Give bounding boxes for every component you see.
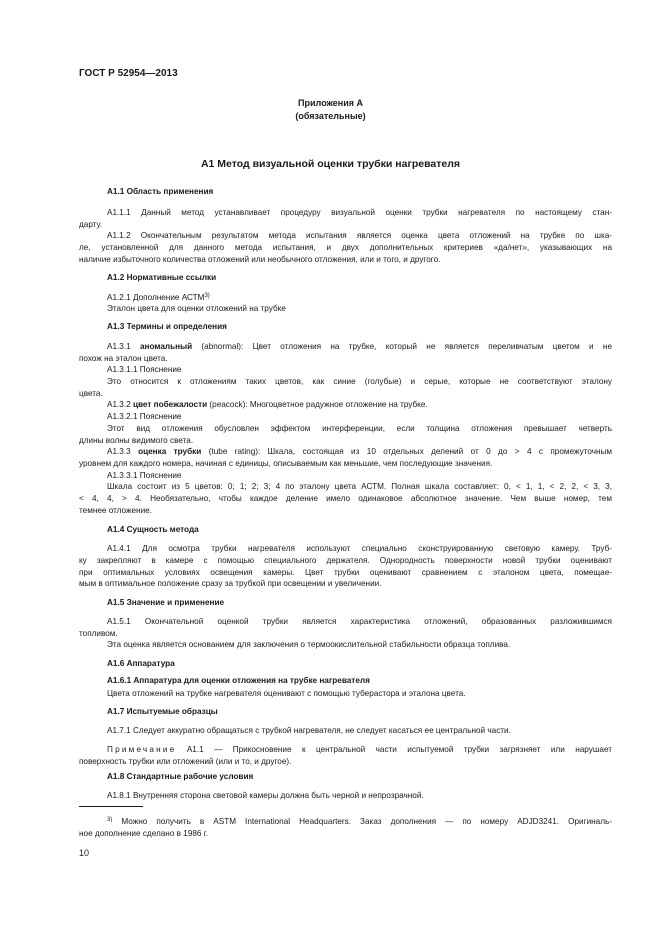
line-text: А1.5.1 Окончательной оценкой трубки является характеристика отложений, образованных разложившимся [107, 617, 612, 626]
line-text: А1.4.1 Для осмотра трубки нагревателя используют специально сконструированную световую камеру. Труб- [107, 544, 612, 553]
line-text: А1.3.1 [107, 342, 140, 351]
term: цвет побежалости [132, 400, 208, 409]
footnote-marker: 3) [107, 817, 113, 823]
footnote-ref: 3) [204, 293, 210, 299]
text-line [79, 567, 612, 579]
text-line [79, 411, 612, 423]
line-text: А1.8 Стандартные рабочие условия [107, 772, 254, 781]
line-text: наличие избыточного количества отложений или необычного отложения, или и того, и другого. [79, 255, 441, 264]
line-text: А1.5 Значение и применение [107, 598, 225, 607]
line-text: А1.2 Нормативные ссылки [107, 273, 217, 282]
text-line [79, 639, 612, 651]
line-text: А1.8.1 Внутренняя сторона световой камеры должна быть черной и непрозрачной. [107, 791, 424, 800]
term: оценка трубки [138, 447, 202, 456]
text-line [79, 470, 612, 482]
text-line [79, 458, 612, 470]
line-text-rest: Можно получить в ASTM International Headquarters. Заказ дополнения — по номеру ADJD3241. Оригиналь- [112, 817, 612, 826]
line-text: поверхность трубки или отложений (или и то, и другое). [79, 757, 292, 766]
page-number: 10 [79, 848, 90, 858]
text-line [79, 524, 612, 536]
line-text: А1.3.2.1 Пояснение [107, 412, 182, 421]
text-line [79, 219, 612, 231]
line-text-rest: (peacock): Многоцветное радужное отложение на трубке. [207, 400, 428, 409]
line-text: ле, установленной для данного метода испытания, и двух дополнительных критериев «да/нет», указывающих на [79, 243, 612, 252]
text-line [79, 744, 612, 756]
line-text: уровнем для каждого номера, начиная с единицы, описываемым как меньшие, чем последующие значения. [79, 459, 493, 468]
text-line [79, 242, 612, 254]
line-text: А1.3 Термины и определения [107, 322, 227, 331]
text-line [79, 303, 612, 315]
document-header: ГОСТ Р 52954—2013 [79, 68, 178, 79]
term: аномальный [140, 342, 193, 351]
text-line [79, 658, 612, 670]
text-line [79, 423, 612, 435]
line-text: А1.6 Аппаратура [107, 659, 175, 668]
line-text: Это относится к отложениям таких цветов, как синие (голубые) и серые, которые не соответствуют эталону [107, 377, 612, 386]
text-line [79, 399, 612, 411]
line-text: Эта оценка является основанием для заключения о термоокислительной стабильности образца топлива. [107, 640, 511, 649]
text-line [79, 186, 612, 198]
text-line [79, 688, 612, 700]
line-text: А1.4 Сущность метода [107, 525, 199, 534]
text-line [79, 816, 612, 828]
text-line [79, 230, 612, 242]
text-line [79, 555, 612, 567]
text-line [79, 321, 612, 333]
text-line [79, 446, 612, 458]
line-text: темнее отложение. [79, 506, 152, 515]
line-text: А1.2.1 Дополнение АСТМ [107, 293, 205, 302]
line-text: мым в оптимальное положение сразу за трубкой при освещении и увеличении. [79, 579, 382, 588]
text-line [79, 725, 612, 737]
line-text-rest: (abnormal): Цвет отложения на трубке, который не является переливчатым цветом и не [192, 342, 612, 351]
line-text: < 4, 4, > 4. Необязательно, чтобы каждое деление имело одинаковое абсолютное значение. Чем выше номер, тем [79, 494, 612, 503]
line-text: А1.1.2 Окончательным результатом метода испытания является оценка цвета отложений на трубке по шка- [107, 231, 612, 240]
annex-title: Приложения А [298, 98, 363, 108]
text-line [79, 353, 612, 365]
text-line [79, 505, 612, 517]
line-text: топливом. [79, 629, 118, 638]
text-line [79, 364, 612, 376]
text-line [79, 481, 612, 493]
text-line [79, 376, 612, 388]
line-text: А1.3.2 [107, 400, 133, 409]
text-line [79, 828, 612, 840]
note-label: Примечание [107, 745, 177, 754]
text-line [79, 543, 612, 555]
section-title: А1 Метод визуальной оценки трубки нагревателя [200, 158, 461, 170]
line-text: А1.7.1 Следует аккуратно обращаться с трубкой нагревателя, не следует касаться ее центральной части. [107, 726, 511, 735]
line-text: А1.3.1.1 Пояснение [107, 365, 182, 374]
annex-subtitle: (обязательные) [295, 111, 366, 121]
text-line [79, 254, 612, 266]
line-text-rest: А1.1 — Прикосновение к центральной части испытуемой трубки загрязняет или нарушает [176, 745, 612, 754]
line-text: А1.3.3 [107, 447, 139, 456]
line-text: Шкала состоит из 5 цветов: 0; 1; 2; 3; 4 по эталону цвета АСТМ. Полная шкала составляет: 0, < 1, 1, < 2, 2, < 3, 3, [107, 482, 612, 491]
text-line [79, 597, 612, 609]
footnote-rule [79, 806, 143, 807]
line-text: ку закрепляют в камере с помощью специального держателя. Однородность поверхности новой трубки оценивают [79, 556, 612, 565]
line-text: А1.7 Испытуемые образцы [107, 707, 218, 716]
line-text: ное дополнение сделано в 1986 г. [79, 829, 209, 838]
text-line [79, 435, 612, 447]
text-line [79, 292, 612, 304]
line-text: А1.3.3.1 Пояснение [107, 471, 182, 480]
line-text: Цвета отложений на трубке нагревателя оценивают с помощью туберастора и эталона цвета. [107, 689, 466, 698]
line-text: при оптимальных условиях освещения камеры. Цвет трубки оценивают сравнением с эталоном цвета, помещае- [79, 568, 612, 577]
text-line [79, 675, 612, 687]
line-text: А1.1.1 Данный метод устанавливает процедуру визуальной оценки трубки нагревателя по настоящему стан- [107, 208, 612, 217]
line-text: дарту. [79, 220, 103, 229]
line-text: А1.1 Область применения [107, 187, 214, 196]
text-line [79, 706, 612, 718]
text-line [79, 272, 612, 284]
line-text: А1.6.1 Аппаратура для оценки отложения на трубке нагревателя [107, 676, 370, 685]
text-line [79, 207, 612, 219]
text-line [79, 616, 612, 628]
text-line [79, 771, 612, 783]
text-line [79, 578, 612, 590]
line-text: цвета. [79, 389, 103, 398]
text-line [79, 341, 612, 353]
line-text: похож на эталон цвета. [79, 354, 168, 363]
line-text: Этот вид отложения обусловлен эффектом интерференции, если толщина отложения превышает четверть [107, 424, 612, 433]
text-line [79, 628, 612, 640]
line-text: Эталон цвета для оценки отложений на трубке [107, 304, 286, 313]
line-text-rest: (tube rating): Шкала, состоящая из 10 отдельных делений от 0 до > 4 с промежуточным [201, 447, 613, 456]
line-text: длины волны видимого света. [79, 436, 194, 445]
text-line [79, 388, 612, 400]
text-line [79, 790, 612, 802]
text-line [79, 756, 612, 768]
text-line [79, 493, 612, 505]
